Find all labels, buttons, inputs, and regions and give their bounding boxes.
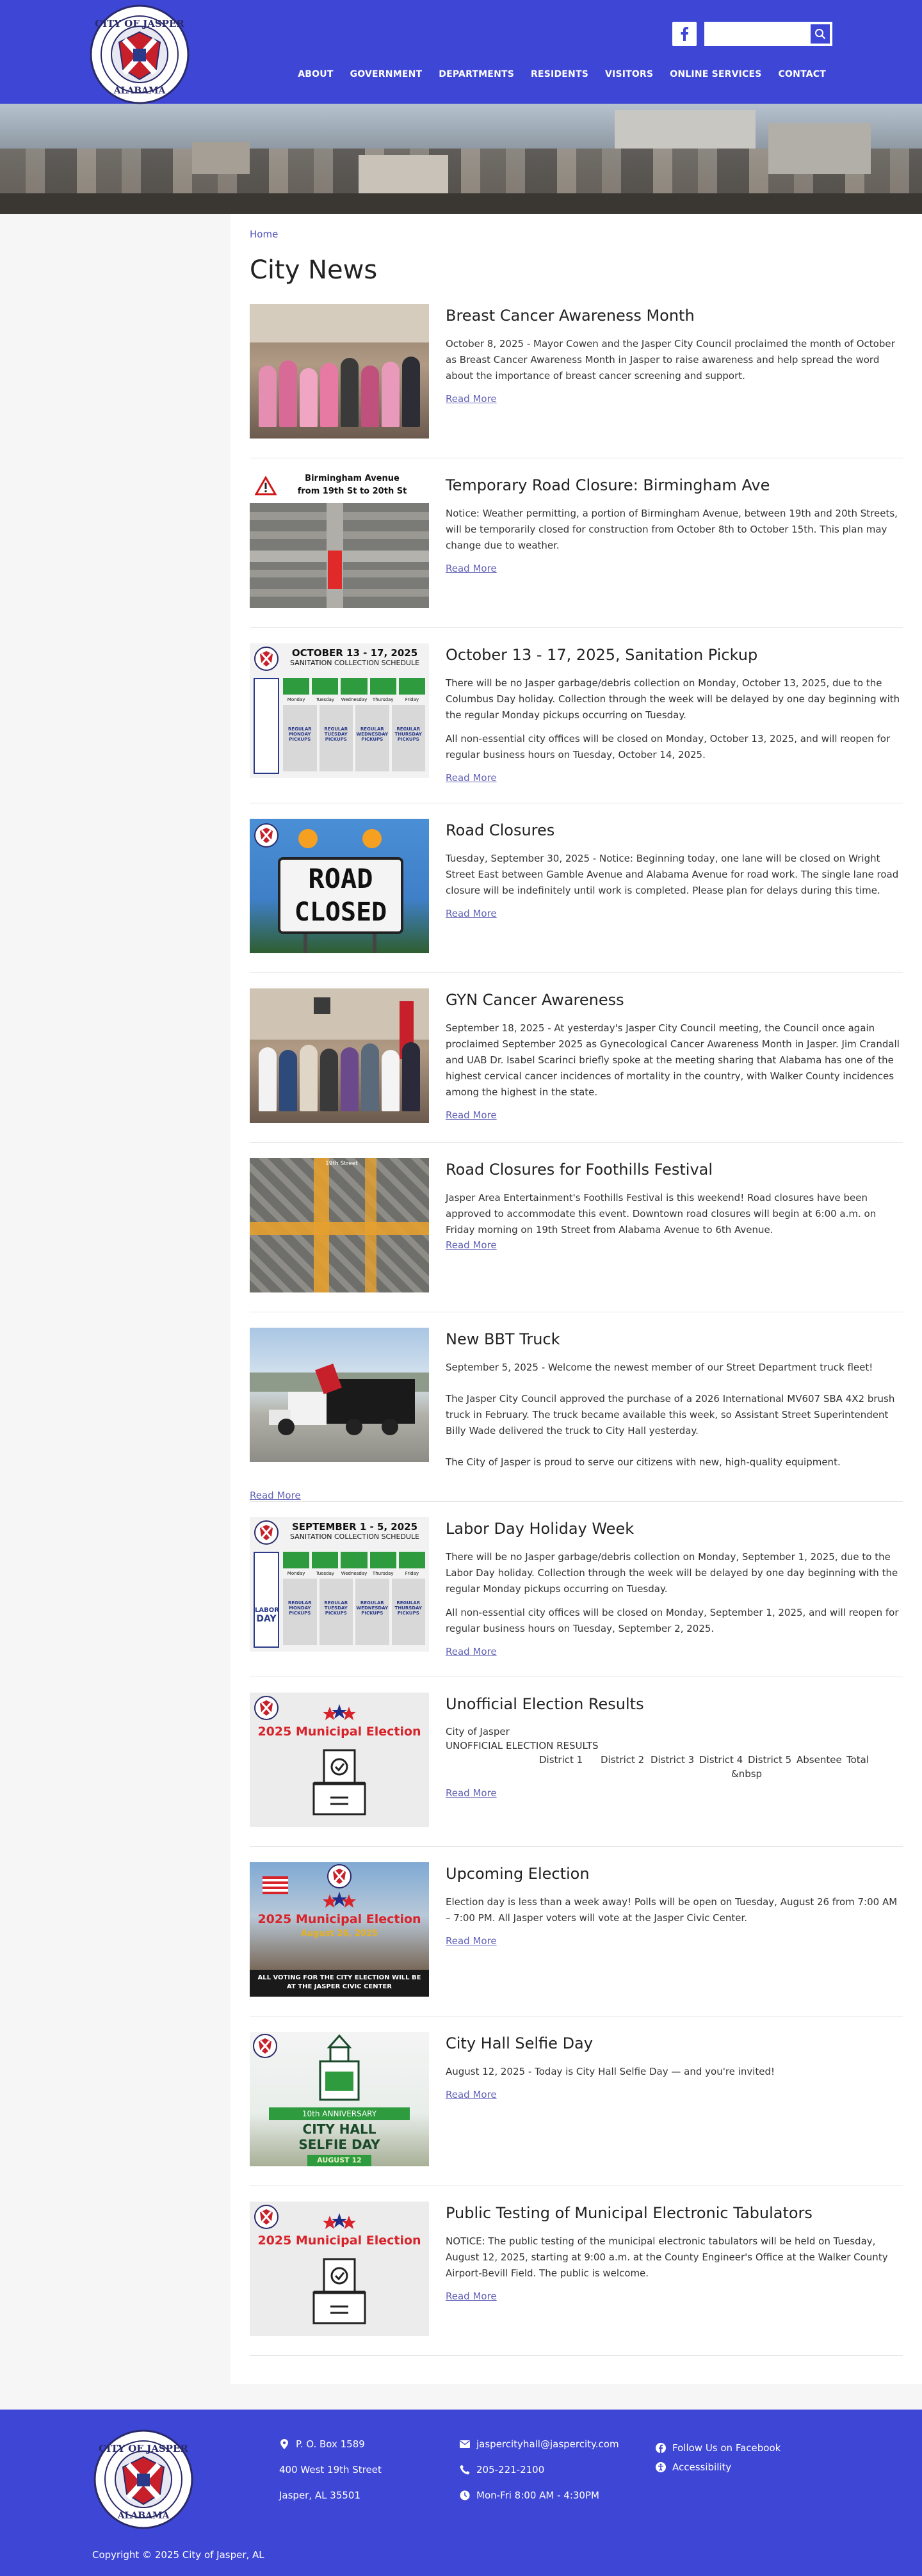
site-footer xyxy=(0,2410,922,2576)
footer-facebook-link[interactable]: Follow Us on Facebook xyxy=(672,2442,781,2454)
nav-visitors[interactable]: VISITORS xyxy=(605,69,654,79)
results-header-row xyxy=(446,1753,903,1767)
map-pin-icon xyxy=(279,2439,289,2449)
schedule-cell: REGULAR WEDNESDAY PICKUPS xyxy=(355,1579,389,1645)
address-line: 400 West 19th Street xyxy=(279,2464,382,2475)
schedule-cell: REGULAR TUESDAY PICKUPS xyxy=(319,705,353,771)
thumb-subtitle: SANITATION COLLECTION SCHEDULE xyxy=(289,659,420,667)
news-title[interactable]: City Hall Selfie Day xyxy=(446,2034,593,2052)
read-more-link[interactable]: Read More xyxy=(446,2089,497,2100)
schedule-day: Friday xyxy=(405,697,419,702)
news-thumbnail[interactable] xyxy=(250,474,429,608)
schedule-day: Monday xyxy=(287,697,305,702)
news-thumbnail[interactable] xyxy=(250,1517,429,1652)
schedule-day: Friday xyxy=(405,1571,419,1576)
results-line: UNOFFICIAL ELECTION RESULTS xyxy=(446,1740,599,1751)
site-header xyxy=(0,0,922,104)
read-more-link[interactable]: Read More xyxy=(446,1109,497,1121)
city-seal-icon xyxy=(252,2033,278,2059)
news-title[interactable]: Upcoming Election xyxy=(446,1865,590,1883)
footer-links xyxy=(656,2442,780,2486)
news-title[interactable]: Unofficial Election Results xyxy=(446,1695,644,1713)
footer-phone-link[interactable]: 205-221-2100 xyxy=(476,2464,545,2475)
news-item xyxy=(250,467,903,628)
news-paragraph: There will be no Jasper garbage/debris collection on Monday, September 1, 2025, due to the Labor Day holiday. Collection through the week will be delayed by one day beginning with the regular Monday pickups occurring on Tuesday. xyxy=(446,1551,898,1595)
left-sidebar xyxy=(0,214,230,2384)
news-paragraph: NOTICE: The public testing of the municipal electronic tabulators will be held on Tuesday, August 12, 2025, starting at 9:00 a.m. at the County Engineer's Office at the Walker County Airport-Bevill Field. The public is welcome. xyxy=(446,2235,888,2279)
thumb-badge-1: LABOR xyxy=(255,1607,279,1614)
footer-email-link[interactable]: jaspercityhall@jaspercity.com xyxy=(476,2438,619,2450)
thumb-title: OCTOBER 13 - 17, 2025 xyxy=(291,647,418,659)
page-title: City News xyxy=(250,255,378,285)
city-seal-icon xyxy=(254,823,279,848)
address-line: Jasper, AL 35501 xyxy=(279,2490,360,2501)
news-paragraph: August 12, 2025 - Today is City Hall Selfie Day — and you're invited! xyxy=(446,2066,775,2077)
schedule-cell: REGULAR THURSDAY PICKUPS xyxy=(392,705,426,771)
seal-top-text: CITY OF JASPER xyxy=(95,18,184,29)
search-box xyxy=(704,22,832,46)
facebook-button[interactable] xyxy=(672,22,697,46)
thumb-title: 2025 Municipal Election xyxy=(257,1912,421,1926)
read-more-link[interactable]: Read More xyxy=(446,1239,497,1251)
thumb-title-1: CITY HALL xyxy=(302,2121,376,2137)
facebook-circle-icon xyxy=(656,2443,666,2453)
read-more-link[interactable]: Read More xyxy=(446,1646,497,1657)
footer-address xyxy=(279,2438,382,2515)
city-seal-icon xyxy=(254,646,279,672)
thumb-title: 2025 Municipal Election xyxy=(257,1725,421,1739)
results-header: District 5 xyxy=(748,1754,792,1766)
news-thumbnail[interactable] xyxy=(250,304,429,439)
news-paragraph: The City of Jasper is proud to serve our citizens with new, high-quality equipment. xyxy=(446,1456,841,1468)
city-seal-icon xyxy=(327,1864,352,1889)
thumb-subtitle: SANITATION COLLECTION SCHEDULE xyxy=(289,1533,420,1541)
news-item xyxy=(250,1321,903,1502)
schedule-cell: REGULAR WEDNESDAY PICKUPS xyxy=(355,705,389,771)
news-title[interactable]: GYN Cancer Awareness xyxy=(446,991,624,1009)
results-header: Total xyxy=(846,1754,869,1766)
schedule-day: Thursday xyxy=(372,697,394,702)
schedule-day: Thursday xyxy=(372,1571,394,1576)
city-seal-icon xyxy=(254,2204,279,2230)
thumb-date: AUGUST 12 xyxy=(307,2155,371,2166)
news-item xyxy=(250,1511,903,1677)
road-sign-line2: CLOSED xyxy=(294,898,387,927)
accessibility-icon xyxy=(656,2462,666,2472)
city-hall-icon xyxy=(316,2034,362,2105)
search-button[interactable] xyxy=(809,23,831,45)
news-item xyxy=(250,1856,903,2017)
news-paragraph: October 8, 2025 - Mayor Cowen and the Jasper City Council proclaimed the month of October as Breast Cancer Awareness Month in Jasper to raise awareness and help spread the word about the importance of breast cancer screening and support. xyxy=(446,338,895,382)
news-title[interactable]: Public Testing of Municipal Electronic Tabulators xyxy=(446,2204,813,2222)
results-header: District 1 xyxy=(539,1754,583,1766)
read-more-link[interactable]: Read More xyxy=(446,393,497,405)
news-title[interactable]: Labor Day Holiday Week xyxy=(446,1520,635,1538)
results-header: Absentee xyxy=(797,1754,842,1766)
seal-bottom-text: ALABAMA xyxy=(117,2511,170,2521)
news-item xyxy=(250,812,903,973)
news-title[interactable]: New BBT Truck xyxy=(446,1330,560,1348)
ballot-box-icon xyxy=(311,2257,368,2326)
read-more-link[interactable]: Read More xyxy=(446,1935,497,1947)
thumb-subtitle: from 19th St to 20th St xyxy=(297,487,407,496)
schedule-day: Monday xyxy=(287,1571,305,1576)
news-item xyxy=(250,982,903,1143)
news-title[interactable]: Road Closures for Foothills Festival xyxy=(446,1161,713,1179)
nav-residents[interactable]: RESIDENTS xyxy=(531,69,589,79)
news-thumbnail[interactable] xyxy=(250,643,429,778)
city-seal-logo[interactable] xyxy=(88,4,191,105)
thumb-badge-2: DAY xyxy=(256,1614,277,1624)
schedule-day: Wednesday xyxy=(341,1571,368,1576)
thumb-date: August 26, 2025 xyxy=(300,1929,378,1938)
news-title[interactable]: Temporary Road Closure: Birmingham Ave xyxy=(446,476,770,494)
facebook-icon xyxy=(680,27,689,41)
news-item xyxy=(250,298,903,458)
news-paragraph: Election day is less than a week away! Polls will be open on Tuesday, August 26 from 7:00 AM – 7:00 PM. All Jasper voters will vote at the Jasper Civic Center. xyxy=(446,1896,898,1924)
news-paragraph: September 18, 2025 - At yesterday's Jasper City Council meeting, the Council once again proclaimed September 2025 as Gynecological Cancer Awareness Month in Jasper. Jim Crandall and UAB Dr. Isabel Scarinci briefly spoke at the meeting sharing that Alabama has one of the highest cervical cancer incidences of mortality in the country, with Walker County incidences among the highest in the state. xyxy=(446,1022,900,1098)
warning-icon xyxy=(255,476,277,495)
seal-bottom-text: ALABAMA xyxy=(113,86,166,96)
news-item xyxy=(250,2195,903,2356)
thumb-footer: ALL VOTING FOR THE CITY ELECTION WILL BE AT THE JASPER CIVIC CENTER xyxy=(250,1970,429,1997)
breadcrumb-home[interactable]: Home xyxy=(250,229,279,240)
news-thumbnail[interactable] xyxy=(250,2032,429,2166)
road-sign-line1: ROAD xyxy=(308,863,373,894)
hero-city-aerial-image xyxy=(0,104,922,214)
news-thumbnail[interactable] xyxy=(250,1158,429,1292)
nav-government[interactable]: GOVERNMENT xyxy=(350,69,423,79)
news-paragraph: The Jasper City Council approved the purchase of a 2026 International MV607 SBA 4X2 brush truck in February. The truck became available this week, so Assistant Street Superintendent Billy Wade delivered the truck to City Hall yesterday. xyxy=(446,1393,895,1437)
address-line: P. O. Box 1589 xyxy=(296,2438,365,2450)
city-seal-icon xyxy=(254,1695,279,1721)
results-header: District 3 xyxy=(651,1754,695,1766)
schedule-day: Wednesday xyxy=(341,697,368,702)
news-paragraph: All non-essential city offices will be closed on Monday, September 1, 2025, and will reopen for regular business hours on Tuesday, September 2, 2025. xyxy=(446,1607,899,1634)
clock-icon xyxy=(460,2490,470,2500)
stars-icon xyxy=(320,1704,359,1723)
news-paragraph: September 5, 2025 - Welcome the newest member of our Street Department truck fleet! xyxy=(446,1362,873,1373)
schedule-cell: REGULAR TUESDAY PICKUPS xyxy=(319,1579,353,1645)
thumb-ribbon: 10th ANNIVERSARY xyxy=(269,2107,410,2120)
read-more-link[interactable]: Read More xyxy=(446,1787,497,1799)
news-thumbnail[interactable] xyxy=(250,2202,429,2336)
news-paragraph: All non-essential city offices will be closed on Monday, October 13, 2025, and will reopen for regular business hours on Tuesday, October 14, 2025. xyxy=(446,733,891,761)
schedule-day: Tuesday xyxy=(316,1571,335,1576)
news-title[interactable]: October 13 - 17, 2025, Sanitation Pickup xyxy=(446,646,758,664)
schedule-cell: REGULAR MONDAY PICKUPS xyxy=(283,705,317,771)
ballot-box-icon xyxy=(311,1748,368,1817)
nav-online-services[interactable]: ONLINE SERVICES xyxy=(670,69,762,79)
results-header: District 2 xyxy=(601,1754,645,1766)
nav-departments[interactable]: DEPARTMENTS xyxy=(439,69,515,79)
news-item xyxy=(250,2025,903,2186)
news-title[interactable]: Breast Cancer Awareness Month xyxy=(446,307,695,325)
thumb-title-2: SELFIE DAY xyxy=(298,2137,380,2152)
read-more-link[interactable]: Read More xyxy=(446,772,497,784)
footer-city-seal-logo[interactable] xyxy=(92,2429,195,2530)
search-input[interactable] xyxy=(706,23,808,45)
thumb-title: Birmingham Avenue xyxy=(305,474,400,483)
seal-top-text: CITY OF JASPER xyxy=(99,2443,188,2454)
read-more-link[interactable]: Read More xyxy=(446,908,497,919)
nav-about[interactable]: ABOUT xyxy=(298,69,334,79)
schedule-day: Tuesday xyxy=(316,697,335,702)
thumb-street-label: 19th Street xyxy=(325,1161,358,1167)
news-item xyxy=(250,1152,903,1312)
news-paragraph: Jasper Area Entertainment's Foothills Festival is this weekend! Road closures have been approved to accommodate this event. Downtown road closures will begin at 6:00 a.m. on Friday morning on 19th Street from Alabama Avenue to 6th Avenue. xyxy=(446,1192,877,1236)
main-nav xyxy=(298,69,826,79)
news-item xyxy=(250,1686,903,1847)
thumb-title: 2025 Municipal Election xyxy=(257,2234,421,2248)
stars-icon xyxy=(320,2213,359,2232)
footer-contact xyxy=(460,2438,619,2515)
results-line: City of Jasper xyxy=(446,1726,510,1737)
envelope-icon xyxy=(460,2439,470,2449)
schedule-cell: REGULAR MONDAY PICKUPS xyxy=(283,1579,317,1645)
read-more-link[interactable]: Read More xyxy=(250,1490,301,1501)
results-header: District 4 xyxy=(699,1754,743,1766)
news-paragraph: Tuesday, September 30, 2025 - Notice: Beginning today, one lane will be closed on Wright Street East between Gamble Avenue and Alabama Avenue for road work. The single lane road closure will be indefinitely until work is completed. Please plan for delays during this time. xyxy=(446,853,899,896)
news-title[interactable]: Road Closures xyxy=(446,821,555,839)
city-seal-icon xyxy=(254,1520,279,1545)
news-thumbnail[interactable] xyxy=(250,1328,429,1462)
copyright-text: Copyright © 2025 City of Jasper, AL xyxy=(92,2549,264,2561)
nav-contact[interactable]: CONTACT xyxy=(778,69,826,79)
main-content xyxy=(230,214,922,2384)
read-more-link[interactable]: Read More xyxy=(446,563,497,574)
news-thumbnail[interactable] xyxy=(250,819,429,953)
thumb-title: SEPTEMBER 1 - 5, 2025 xyxy=(291,1521,418,1533)
news-list xyxy=(250,298,903,2356)
footer-hours: Mon-Fri 8:00 AM - 4:30PM xyxy=(476,2490,599,2501)
news-item xyxy=(250,637,903,803)
news-paragraph: There will be no Jasper garbage/debris collection on Monday, October 13, 2025, due to the Columbus Day holiday. Collection through the week will be delayed by one day beginning with the regular Monday pickups occurring on Tuesday. xyxy=(446,677,900,721)
schedule-cell: REGULAR THURSDAY PICKUPS xyxy=(392,1579,426,1645)
news-thumbnail[interactable] xyxy=(250,1693,429,1827)
news-thumbnail[interactable] xyxy=(250,988,429,1123)
phone-icon xyxy=(460,2465,470,2475)
news-paragraph: Notice: Weather permitting, a portion of Birmingham Avenue, between 19th and 20th Streets, will be temporarily closed for construction from October 8th to October 15th. This plan may change due to weather. xyxy=(446,508,898,551)
results-extra: &nbsp xyxy=(731,1768,763,1780)
footer-accessibility-link[interactable]: Accessibility xyxy=(672,2461,732,2473)
stars-icon xyxy=(320,1892,359,1911)
search-icon xyxy=(814,28,826,40)
news-thumbnail[interactable] xyxy=(250,1862,429,1997)
read-more-link[interactable]: Read More xyxy=(446,2290,497,2302)
